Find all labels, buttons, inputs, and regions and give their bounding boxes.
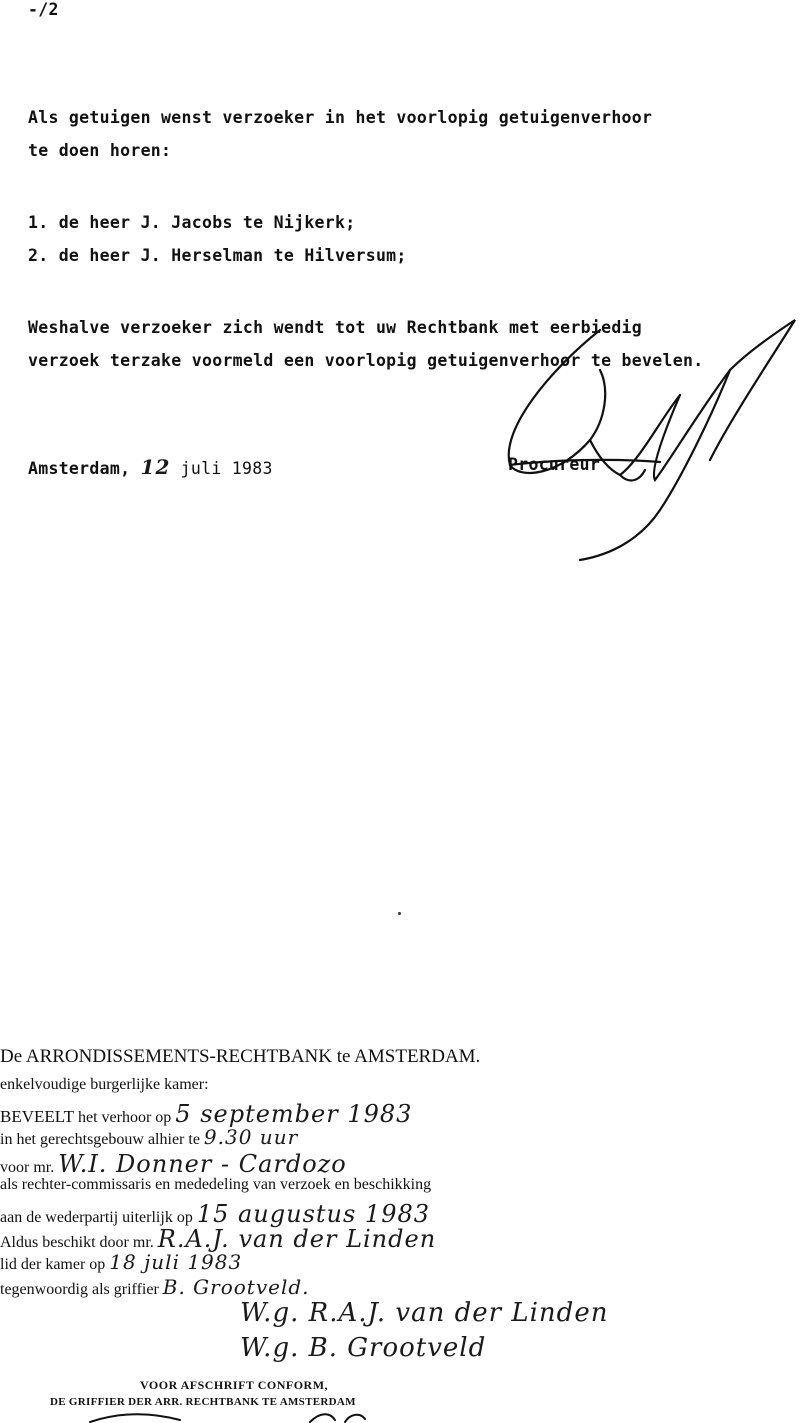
bottom-signature-fragment bbox=[80, 1410, 400, 1423]
commissioner-line: als rechter-commissaris en mededeling van verzoek en beschikking bbox=[0, 1176, 432, 1193]
judge-name: W.I. Donner - Cardozo bbox=[58, 1150, 347, 1178]
request-line-1: Weshalve verzoeker zich wendt tot uw Rechtbank met eerbiedig bbox=[28, 318, 643, 337]
witness-item-2: 2. de heer J. Herselman te Hilversum; bbox=[28, 246, 407, 265]
procureur-signature bbox=[490, 310, 800, 570]
deadline-line bbox=[0, 1200, 430, 1228]
order-rest: het verhoor op bbox=[77, 1109, 172, 1126]
witness-item-1: 1. de heer J. Jacobs te Nijkerk; bbox=[28, 213, 356, 232]
place-date-rest: juli 1983 bbox=[180, 459, 273, 478]
place-date bbox=[28, 455, 273, 479]
location-line bbox=[0, 1125, 298, 1149]
judge-line bbox=[0, 1150, 347, 1178]
signed-line-2: W.g. B. Grootveld bbox=[240, 1333, 487, 1363]
location-time: 9.30 uur bbox=[203, 1125, 299, 1149]
member-date: 18 juli 1983 bbox=[109, 1250, 243, 1274]
order-prefix: BEVEELT bbox=[0, 1107, 74, 1126]
place-date-prefix: Amsterdam, bbox=[28, 459, 131, 478]
copy-conform-line: VOOR AFSCHRIFT CONFORM, bbox=[140, 1378, 329, 1392]
page-marker: -/2 bbox=[28, 0, 59, 19]
decided-line bbox=[0, 1225, 436, 1253]
signatory-role: Procureur bbox=[508, 455, 601, 474]
court-header: De ARRONDISSEMENTS-RECHTBANK te AMSTERDAM. bbox=[0, 1046, 481, 1067]
clerk-label: tegenwoordig als griffier bbox=[0, 1281, 159, 1298]
copy-clerk-line: DE GRIFFIER DER ARR. RECHTBANK TE AMSTERDAM bbox=[50, 1396, 356, 1408]
member-label: lid der kamer op bbox=[0, 1256, 106, 1273]
clerk-line bbox=[0, 1275, 310, 1299]
location-label: in het gerechtsgebouw alhier te bbox=[0, 1131, 200, 1148]
witness-intro-line-2: te doen horen: bbox=[28, 141, 172, 160]
decided-label: Aldus beschikt door mr. bbox=[0, 1234, 154, 1251]
witness-intro-line-1: Als getuigen wenst verzoeker in het voorlopig getuigenverhoor bbox=[28, 108, 653, 127]
clerk-name: B. Grootveld. bbox=[162, 1275, 310, 1299]
decided-name: R.A.J. van der Linden bbox=[157, 1225, 437, 1253]
order-line bbox=[0, 1100, 412, 1128]
court-chamber: enkelvoudige burgerlijke kamer: bbox=[0, 1076, 209, 1093]
request-line-2: verzoek terzake voormeld een voorlopig getuigenverhoor te bevelen. bbox=[28, 351, 704, 370]
member-line bbox=[0, 1250, 242, 1274]
order-date: 5 september 1983 bbox=[175, 1100, 413, 1128]
deadline-date: 15 augustus 1983 bbox=[196, 1200, 431, 1228]
signed-line-1: W.g. R.A.J. van der Linden bbox=[240, 1298, 609, 1328]
place-date-day: 12 bbox=[140, 455, 171, 479]
deadline-label: aan de wederpartij uiterlijk op bbox=[0, 1209, 193, 1226]
judge-label: voor mr. bbox=[0, 1159, 55, 1176]
speck-mark bbox=[398, 912, 401, 915]
